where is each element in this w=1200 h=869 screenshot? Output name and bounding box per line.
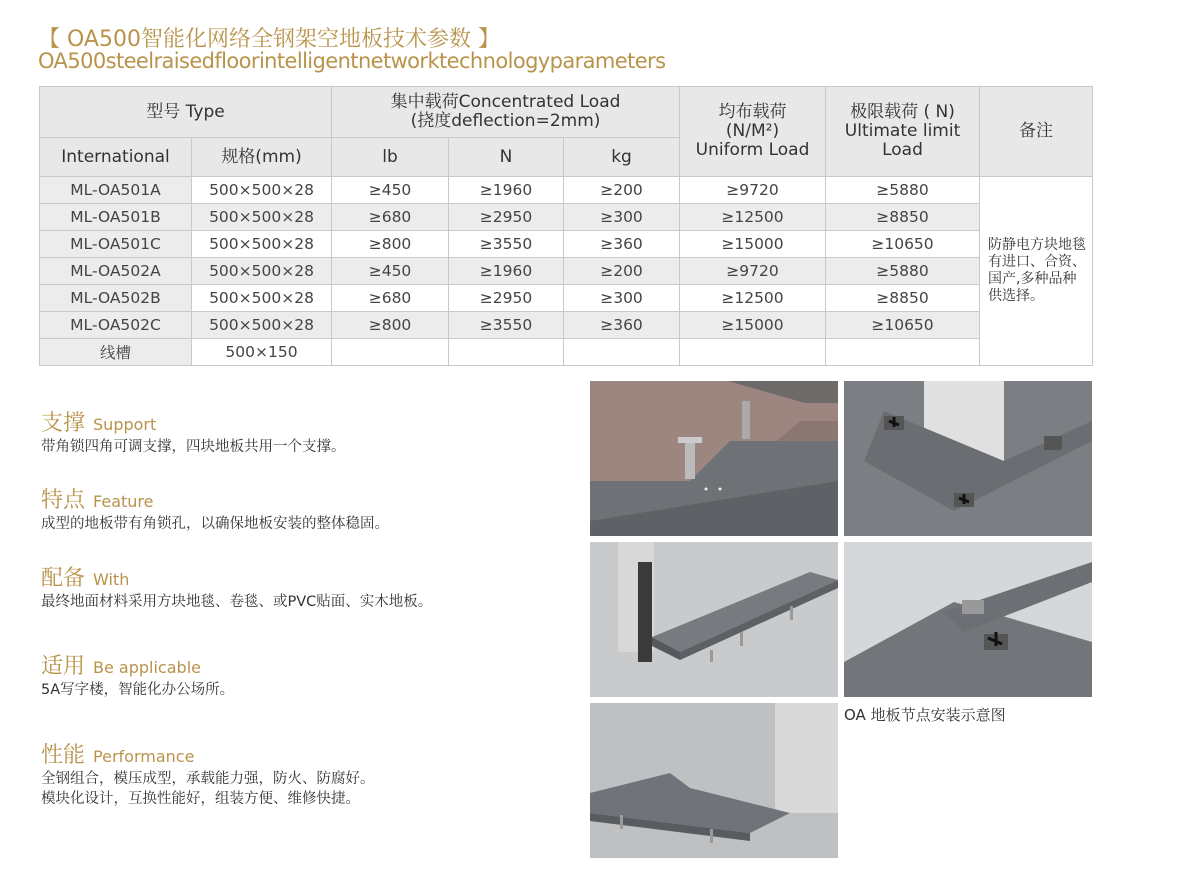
cell-model: ML-OA501C [40, 231, 192, 258]
table-row [40, 177, 1093, 204]
cell-lb [332, 339, 449, 366]
feature-title-cn: 性能 [41, 743, 86, 768]
cell-spec: 500×500×28 [192, 285, 332, 312]
table-row [40, 231, 1093, 258]
cell-lb: ≥680 [332, 285, 449, 312]
cell-lb: ≥680 [332, 204, 449, 231]
feature-performance [41, 738, 375, 809]
cell-spec: 500×150 [192, 339, 332, 366]
header-model: 型号 Type [40, 87, 332, 138]
cell-n: ≥2950 [449, 204, 564, 231]
cell-ultimate: ≥8850 [826, 204, 980, 231]
table-row [40, 312, 1093, 339]
feature-title-en: Feature [93, 492, 154, 511]
header-concentrated-load: 集中载荷Concentrated Load (挠度deflection=2mm) [332, 87, 680, 138]
feature-desc: 带角锁四角可调支撑，四块地板共用一个支撑。 [41, 439, 346, 455]
header-kg: kg [564, 138, 680, 177]
cell-spec: 500×500×28 [192, 204, 332, 231]
render-caption: OA 地板节点安装示意图 [844, 706, 1006, 724]
feature-desc: 最终地面材料采用方块地毯、卷毯、或PVC贴面、实木地板。 [41, 594, 433, 610]
cell-ultimate: ≥8850 [826, 285, 980, 312]
cell-kg: ≥360 [564, 231, 680, 258]
table-row [40, 339, 1093, 366]
feature-desc: 全钢组合，模压成型，承载能力强，防火、防腐好。 [41, 771, 375, 787]
feature-desc: 成型的地板带有角锁孔，以确保地板安装的整体稳固。 [41, 516, 389, 532]
cell-remark-note: 防静电方块地毯有进口、合资、国产,多种品种供选择。 [980, 177, 1093, 366]
header-ultimate-load: 极限载荷 ( N) Ultimate limit Load [826, 87, 980, 177]
cell-n: ≥3550 [449, 231, 564, 258]
cell-model: ML-OA502B [40, 285, 192, 312]
cell-kg [564, 339, 680, 366]
cell-kg: ≥300 [564, 204, 680, 231]
feature-title-cn: 支撑 [41, 411, 86, 436]
cell-model: ML-OA502A [40, 258, 192, 285]
feature-with [41, 561, 432, 612]
header-international: International [40, 138, 192, 177]
cell-uniform: ≥9720 [680, 258, 826, 285]
cell-spec: 500×500×28 [192, 231, 332, 258]
floor-render-edge-image [590, 703, 838, 858]
cell-lb: ≥450 [332, 177, 449, 204]
cell-n: ≥3550 [449, 312, 564, 339]
cell-n: ≥2950 [449, 285, 564, 312]
floor-render-node-image [844, 542, 1092, 697]
cell-kg: ≥200 [564, 258, 680, 285]
feature-feature [41, 483, 389, 534]
feature-title-en: Support [93, 415, 157, 434]
cell-n: ≥1960 [449, 177, 564, 204]
header-lb: lb [332, 138, 449, 177]
feature-title-cn: 适用 [41, 654, 86, 679]
cell-model: ML-OA501B [40, 204, 192, 231]
cell-spec: 500×500×28 [192, 312, 332, 339]
table-row [40, 258, 1093, 285]
spec-table [39, 86, 1093, 366]
cell-model: 线槽 [40, 339, 192, 366]
header-n: N [449, 138, 564, 177]
floor-render-corner-image [844, 381, 1092, 536]
cell-uniform: ≥15000 [680, 231, 826, 258]
feature-desc: 5A写字楼，智能化办公场所。 [41, 682, 235, 698]
floor-render-wall-image [590, 542, 838, 697]
feature-desc: 模块化设计，互换性能好，组装方便、维修快捷。 [41, 791, 360, 807]
cell-ultimate: ≥10650 [826, 231, 980, 258]
header-spec: 规格(mm) [192, 138, 332, 177]
feature-title-en: Be applicable [93, 658, 201, 677]
cell-uniform: ≥12500 [680, 285, 826, 312]
feature-title-cn: 配备 [41, 566, 86, 591]
cell-lb: ≥800 [332, 312, 449, 339]
cell-spec: 500×500×28 [192, 177, 332, 204]
table-row [40, 204, 1093, 231]
cell-uniform [680, 339, 826, 366]
header-uniform-load: 均布载荷 (N/M²) Uniform Load [680, 87, 826, 177]
cell-ultimate: ≥5880 [826, 177, 980, 204]
feature-title-en: Performance [93, 747, 195, 766]
cell-kg: ≥300 [564, 285, 680, 312]
cell-ultimate [826, 339, 980, 366]
feature-applicable [41, 649, 234, 700]
cell-lb: ≥450 [332, 258, 449, 285]
feature-title-cn: 特点 [41, 488, 86, 513]
feature-title-en: With [93, 570, 130, 589]
cell-uniform: ≥15000 [680, 312, 826, 339]
cell-n [449, 339, 564, 366]
floor-render-opening-image [590, 381, 838, 536]
table-row [40, 285, 1093, 312]
cell-kg: ≥200 [564, 177, 680, 204]
cell-ultimate: ≥5880 [826, 258, 980, 285]
cell-ultimate: ≥10650 [826, 312, 980, 339]
page-title-en: OA500steelraisedfloorintelligentnetworktechnologyparameters [38, 49, 666, 73]
cell-n: ≥1960 [449, 258, 564, 285]
page-title-cn: 【 OA500智能化网络全钢架空地板技术参数 】 [38, 27, 500, 52]
cell-model: ML-OA501A [40, 177, 192, 204]
cell-kg: ≥360 [564, 312, 680, 339]
cell-model: ML-OA502C [40, 312, 192, 339]
cell-uniform: ≥12500 [680, 204, 826, 231]
cell-uniform: ≥9720 [680, 177, 826, 204]
cell-lb: ≥800 [332, 231, 449, 258]
cell-spec: 500×500×28 [192, 258, 332, 285]
feature-support [41, 406, 346, 457]
header-remark: 备注 [980, 87, 1093, 177]
